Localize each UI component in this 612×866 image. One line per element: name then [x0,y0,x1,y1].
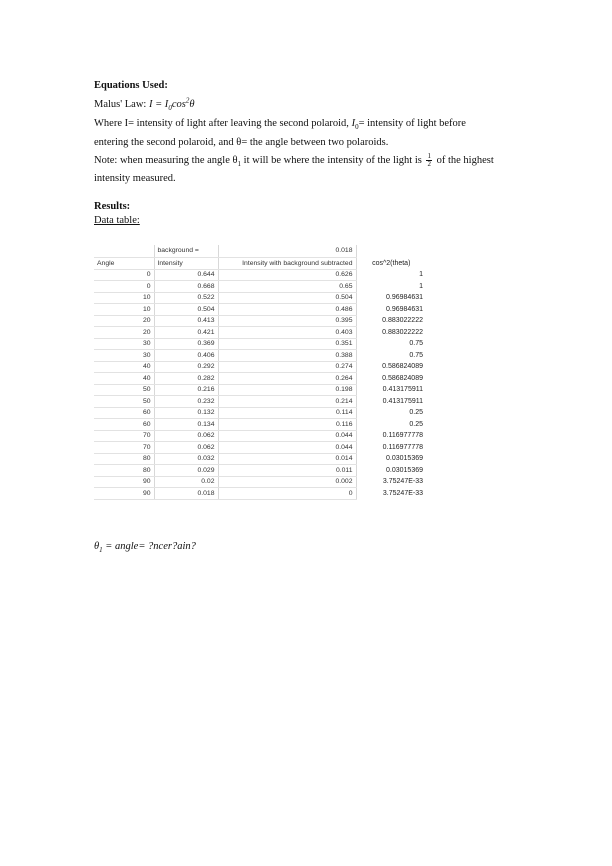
header-cell [94,245,154,257]
intensity-cell: 0.504 [154,304,218,316]
intensity-cell: 0.421 [154,327,218,339]
column-header-cos2: cos^2(theta) [372,259,411,267]
table-row [94,430,426,442]
cos2-cell: 0.883022222 [382,317,423,325]
note-text-b: it will be where the intensity of the light is [241,154,425,166]
note-text-c: of the highest [433,154,494,166]
subtracted-intensity-cell: 0.264 [218,373,356,385]
cos2-cell: 0.413175911 [382,397,423,405]
table-row [94,384,426,396]
intensity-cell: 0.032 [154,453,218,465]
subtracted-intensity-cell: 0.388 [218,350,356,362]
table-row [94,407,426,419]
malus-formula [148,96,195,113]
cos2-cell: 0.03015369 [386,455,423,463]
table-header-row-2 [94,257,426,269]
angle-cell: 80 [94,453,154,465]
cos2-cell: 1 [419,271,423,279]
intensity-cell: 0.216 [154,384,218,396]
intensity-cell: 0.644 [154,269,218,281]
angle-cell: 30 [94,338,154,350]
cos2-cell: 3.75247E-33 [382,478,423,486]
subtracted-intensity-cell: 0.014 [218,453,356,465]
subtracted-intensity-cell: 0.274 [218,361,356,373]
table-row [94,292,426,304]
intensity-cell: 0.406 [154,350,218,362]
subtracted-intensity-cell: 0.626 [218,269,356,281]
intensity-cell: 0.062 [154,430,218,442]
cos2-cell: 1 [419,282,423,290]
table-row [94,269,426,281]
definition-text-b: = intensity of light before [358,118,466,129]
one-half-fraction [426,153,432,168]
header-cell: 0.018 [218,245,356,257]
table-row [94,361,426,373]
table-row [94,338,426,350]
cos2-cell: 0.586824089 [382,363,423,371]
data-table-subheading: Data table: [94,215,140,226]
intensity-cell: 0.132 [154,407,218,419]
angle-cell: 0 [94,269,154,281]
subtracted-intensity-cell: 0.198 [218,384,356,396]
table-header-row-1 [94,245,426,257]
angle-cell: 30 [94,350,154,362]
intensity-cell: 0.062 [154,442,218,454]
definition-line-1 [94,117,466,131]
angle-cell: 50 [94,396,154,408]
table-row [94,373,426,385]
subtracted-intensity-cell: 0 [218,488,356,500]
fraction-denominator: 2 [427,160,431,168]
intensity-cell: 0.413 [154,315,218,327]
cos2-cell: 3.75247E-33 [382,489,423,497]
cos2-cell: 0.03015369 [386,466,423,474]
angle-cell: 70 [94,442,154,454]
formula-squared: 2 [185,96,190,105]
intensity-cell: 0.292 [154,361,218,373]
data-table [94,245,426,500]
subtracted-intensity-cell: 0.403 [218,327,356,339]
subtracted-intensity-cell: 0.351 [218,338,356,350]
table-row [94,465,426,477]
table-row [94,315,426,327]
angle-cell: 0 [94,281,154,293]
subtracted-intensity-cell: 0.504 [218,292,356,304]
column-header-intensity: Intensity [154,257,218,269]
angle-cell: 10 [94,304,154,316]
intensity-cell: 0.369 [154,338,218,350]
table-row [94,442,426,454]
cos2-cell: 0.75 [409,340,423,348]
angle-cell: 20 [94,315,154,327]
definition-i0: I [351,118,356,129]
angle-cell: 80 [94,465,154,477]
table-row [94,453,426,465]
angle-cell: 90 [94,476,154,488]
footer-equation-rest: = angle= ?ncer?ain? [102,541,196,552]
cos2-cell: 0.413175911 [382,386,423,394]
table-row [94,488,426,500]
table-row [94,304,426,316]
cos2-cell: 0.116977778 [382,443,423,451]
angle-cell: 20 [94,327,154,339]
formula-lhs: I = I [148,99,169,110]
definition-line-2: entering the second polaroid, and θ= the angle between two polaroids. [94,137,389,148]
table-row [94,281,426,293]
intensity-cell: 0.02 [154,476,218,488]
column-header-angle: Angle [94,257,154,269]
table-row [94,476,426,488]
formula-cos: cos [171,99,186,110]
subtracted-intensity-cell: 0.011 [218,465,356,477]
subtracted-intensity-cell: 0.395 [218,315,356,327]
malus-law-label: Malus' Law: [94,99,149,110]
angle-cell: 40 [94,361,154,373]
malus-law-line [94,98,194,112]
note-theta-sub: 1 [237,160,242,168]
subtracted-intensity-cell: 0.116 [218,419,356,431]
angle-cell: 50 [94,384,154,396]
definition-i0-sub: 0 [355,123,359,132]
subtracted-intensity-cell: 0.114 [218,407,356,419]
note-text-a: Note: when measuring the angle θ [94,154,238,166]
subtracted-intensity-cell: 0.214 [218,396,356,408]
intensity-cell: 0.018 [154,488,218,500]
formula-theta: θ [189,99,195,110]
angle-cell: 60 [94,407,154,419]
cos2-cell: 0.25 [409,409,423,417]
angle-cell: 70 [94,430,154,442]
angle-cell: 40 [94,373,154,385]
cos2-cell: 0.96984631 [386,294,423,302]
intensity-cell: 0.029 [154,465,218,477]
equations-heading: Equations Used: [94,80,168,91]
cos2-cell: 0.75 [409,351,423,359]
intensity-cell: 0.134 [154,419,218,431]
cos2-cell: 0.96984631 [386,305,423,313]
header-cell: background = [154,245,218,257]
definition-text-a: Where I= intensity of light after leaving the second polaroid, [94,118,352,129]
angle-cell: 60 [94,419,154,431]
intensity-cell: 0.282 [154,373,218,385]
cos2-cell: 0.586824089 [382,374,423,382]
intensity-cell: 0.232 [154,396,218,408]
subtracted-intensity-cell: 0.044 [218,430,356,442]
note-line-1 [94,153,494,168]
cos2-cell: 0.25 [409,420,423,428]
footer-theta: θ [94,541,100,552]
cos2-cell: 0.883022222 [382,328,423,336]
table-row [94,327,426,339]
note-line-2: intensity measured. [94,173,176,184]
results-heading: Results: [94,201,131,212]
angle-cell: 10 [94,292,154,304]
footer-equation [94,540,196,554]
table-row [94,350,426,362]
intensity-cell: 0.668 [154,281,218,293]
footer-theta-sub: 1 [99,546,103,555]
cos2-cell: 0.116977778 [382,432,423,440]
table-row [94,396,426,408]
subtracted-intensity-cell: 0.044 [218,442,356,454]
subtracted-intensity-cell: 0.002 [218,476,356,488]
subtracted-intensity-cell: 0.486 [218,304,356,316]
intensity-cell: 0.522 [154,292,218,304]
table-row [94,419,426,431]
fraction-numerator: 1 [427,152,431,160]
formula-sub-zero: 0 [168,104,172,113]
subtracted-intensity-cell: 0.65 [218,281,356,293]
angle-cell: 90 [94,488,154,500]
column-header-subtracted: Intensity with background subtracted [218,257,356,269]
header-cell [356,245,426,257]
